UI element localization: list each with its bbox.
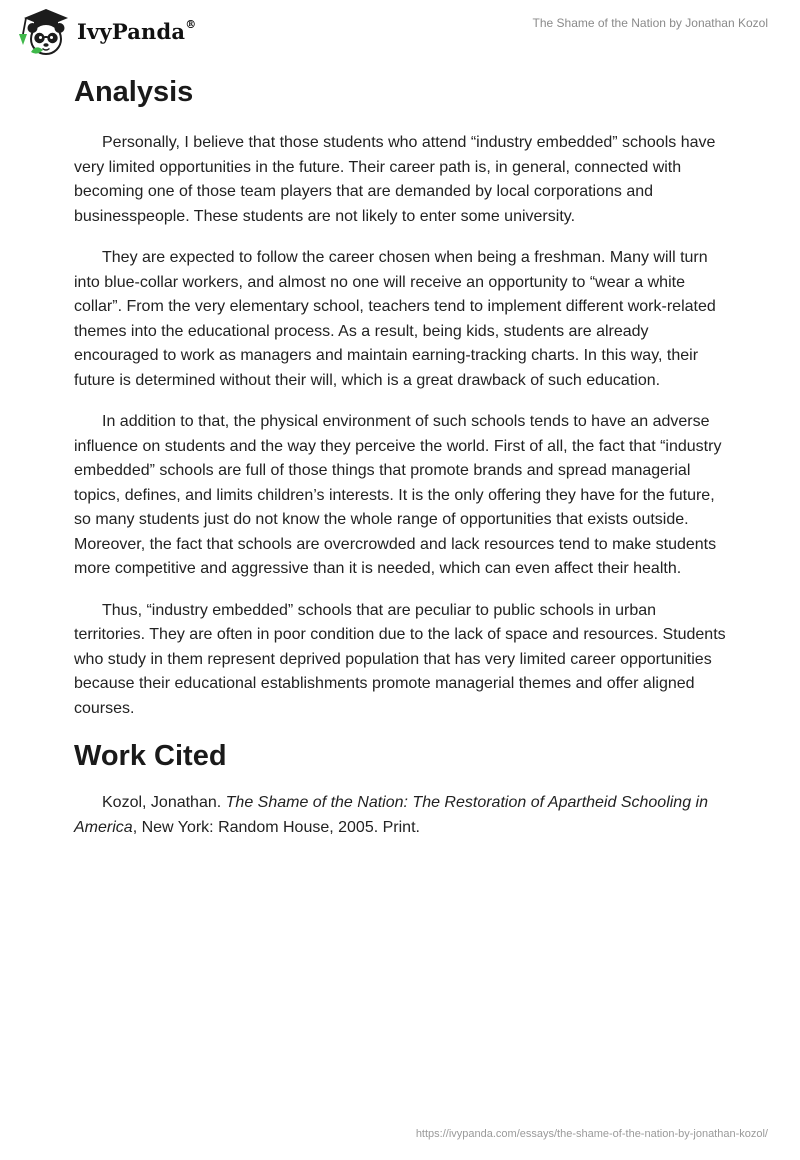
analysis-paragraph: They are expected to follow the career chosen when being a freshman. Many will turn into blue-collar workers, and almost no one will receive an opportunity to “wear a white collar”. From the very elementary school, teachers tend to implement different work-related themes into the educational process. As a result, being kids, students are already encouraged to work as managers and maintain earning-tracking charts. In this way, their future is determined without their will, which is a great drawback of such education. bbox=[74, 249, 716, 389]
analysis-paragraph: Personally, I believe that those students who attend “industry embedded” schools have very limited opportunities in the future. Their career path is, in general, connected with becoming one of those team players that are demanded by local corporations and businesspeople. These students are not likely to enter some university. bbox=[74, 134, 716, 225]
registered-mark: ® bbox=[185, 18, 197, 31]
panda-graduation-cap-icon bbox=[14, 8, 76, 58]
citation-entry bbox=[74, 791, 726, 840]
citation-publication: , New York: Random House, 2005. Print. bbox=[132, 818, 420, 836]
document-title: The Shame of the Nation by Jonathan Kozol bbox=[532, 16, 768, 30]
analysis-heading: Analysis bbox=[74, 76, 194, 108]
analysis-paragraph: In addition to that, the physical environment of such schools tends to have an adverse influence on students and the way they perceive the world. First of all, the fact that “industry embedded” schools are full of those things that promote brands and spread managerial topics, defines, and limits children’s interests. It is the only offering they have for the future, so many students just do not know the whole range of opportunities that exists outside. Moreover, the fact that schools are overcrowded and lack resources tend to make students more competitive and aggressive than it is needed, which can even affect their health. bbox=[74, 413, 722, 577]
logo-wordmark bbox=[77, 19, 196, 44]
citation-author: Kozol, Jonathan. bbox=[102, 794, 226, 811]
logo-text: IvyPanda bbox=[77, 19, 186, 44]
essay-content bbox=[74, 74, 726, 840]
ivypanda-logo[interactable] bbox=[14, 8, 204, 58]
citation-title: The Shame of the Nation: The Restoration of Apartheid Schooling in America bbox=[74, 794, 708, 836]
source-url[interactable]: https://ivypanda.com/essays/the-shame-of-the-nation-by-jonathan-kozol/ bbox=[415, 1128, 768, 1140]
analysis-paragraph: Thus, “industry embedded” schools that are peculiar to public schools in urban territories. They are often in poor condition due to the lack of space and resources. Students who study in them represent deprived population that has very limited career opportunities because their educational establishments promote managerial themes and offer aligned courses. bbox=[74, 601, 726, 717]
page-header bbox=[0, 0, 800, 60]
work-cited-heading: Work Cited bbox=[74, 740, 227, 772]
